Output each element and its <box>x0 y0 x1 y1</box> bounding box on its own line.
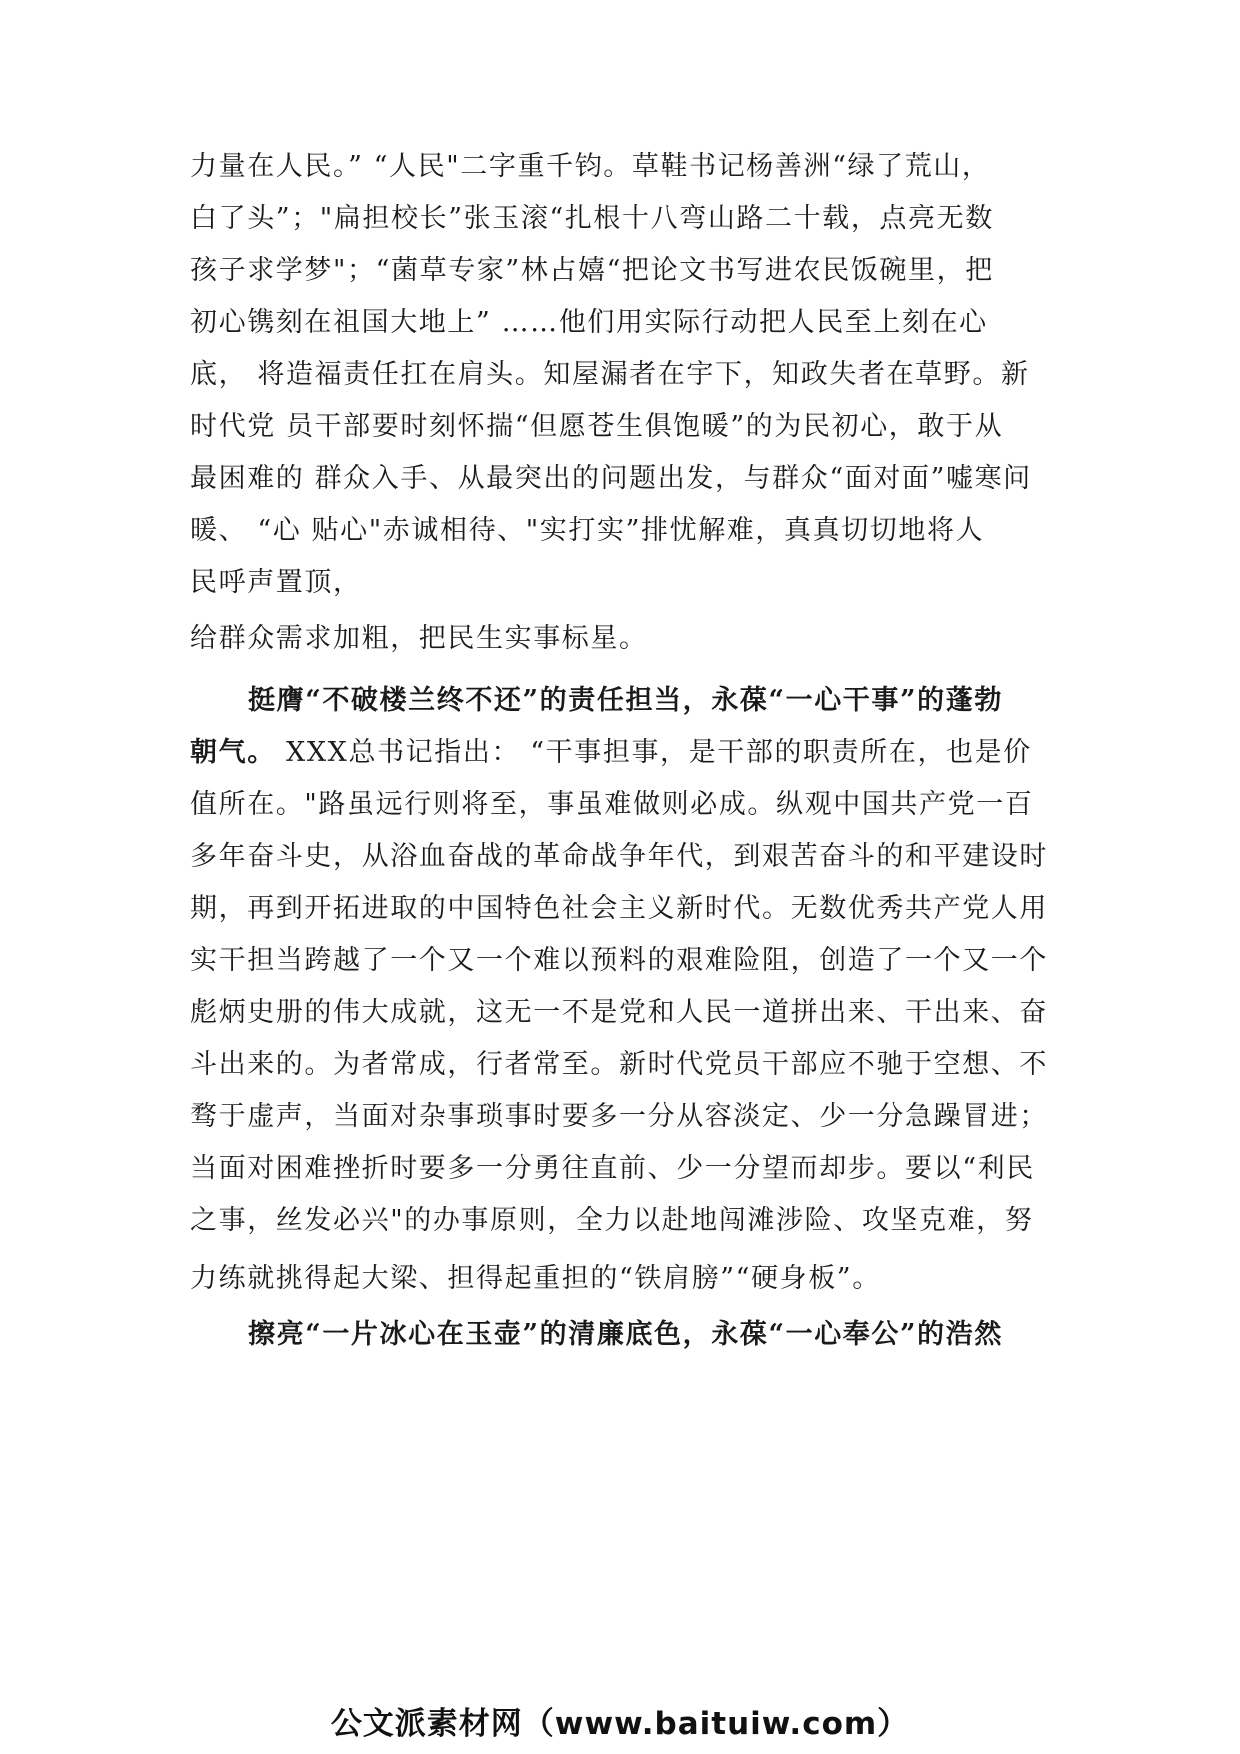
text-line: 实干担当跨越了一个又一个难以预料的艰难险阻，创造了一个又一个 <box>190 945 1048 976</box>
text-line: 力练就挑得起大梁、担得起重担的“铁肩膀”“硬身板”。 <box>190 1263 881 1294</box>
text-line: 之事，丝发必兴"的办事原则，全力以赴地闯滩涉险、攻坚克难，努 <box>190 1205 1034 1236</box>
text-line: 暖、 “心 贴心"赤诚相待、"实打实”排忧解难，真真切切地将人 <box>190 515 985 546</box>
section-heading: 挺膺“不破楼兰终不还”的责任担当，永葆“一心干事”的蓬勃 <box>248 685 1003 716</box>
text-line: 力量在人民。” “人民"二字重千钧。草鞋书记杨善洲“绿了荒山， <box>190 151 991 182</box>
text-line: 值所在。"路虽远行则将至，事虽难做则必成。纵观中国共产党一百 <box>190 789 1034 820</box>
text-line: 斗出来的。为者常成，行者常至。新时代党员干部应不驰于空想、不 <box>190 1049 1048 1080</box>
text-line: 白了头”；"扁担校长”张玉滚“扎根十八弯山路二十载，点亮无数 <box>190 203 994 234</box>
footer-watermark: 公文派素材网（www.baituiw.com） <box>330 1706 910 1742</box>
text-line: 彪炳史册的伟大成就，这无一不是党和人民一道拼出来、干出来、奋 <box>190 997 1048 1028</box>
text-span: XXX总书记指出： “干事担事，是干部的职责所在，也是价 <box>275 737 1032 768</box>
text-line: 最困难的 群众入手、从最突出的问题出发，与群众“面对面”嘘寒问 <box>190 463 1032 494</box>
text-line: 孩子求学梦"；“菌草专家”林占嬉“把论文书写进农民饭碗里，把 <box>190 255 994 286</box>
text-line: 多年奋斗史，从浴血奋战的革命战争年代，到艰苦奋斗的和平建设时 <box>190 841 1048 872</box>
text-line: 底， 将造福责任扛在肩头。知屋漏者在宇下，知政失者在草野。新 <box>190 359 1030 390</box>
text-line: 初心镌刻在祖国大地上” ……他们用实际行动把人民至上刻在心 <box>190 307 988 338</box>
text-line: 给群众需求加粗，把民生实事标星。 <box>190 623 648 654</box>
text-line <box>190 736 1032 770</box>
section-heading: 擦亮“一片冰心在玉壶”的清廉底色，永葆“一心奉公”的浩然 <box>248 1319 1003 1350</box>
text-line: 骛于虚声，当面对杂事琐事时要多一分从容淡定、少一分急躁冒进； <box>190 1101 1048 1132</box>
text-line: 时代党 员干部要时刻怀揣“但愿苍生俱饱暖”的为民初心，敢于从 <box>190 411 1004 442</box>
text-line: 当面对困难挫折时要多一分勇往直前、少一分望而却步。要以“利民 <box>190 1153 1035 1184</box>
text-line: 期，再到开拓进取的中国特色社会主义新时代。无数优秀共产党人用 <box>190 893 1048 924</box>
text-line: 民呼声置顶， <box>190 567 362 598</box>
section-heading-end: 朝气。 <box>190 737 276 768</box>
